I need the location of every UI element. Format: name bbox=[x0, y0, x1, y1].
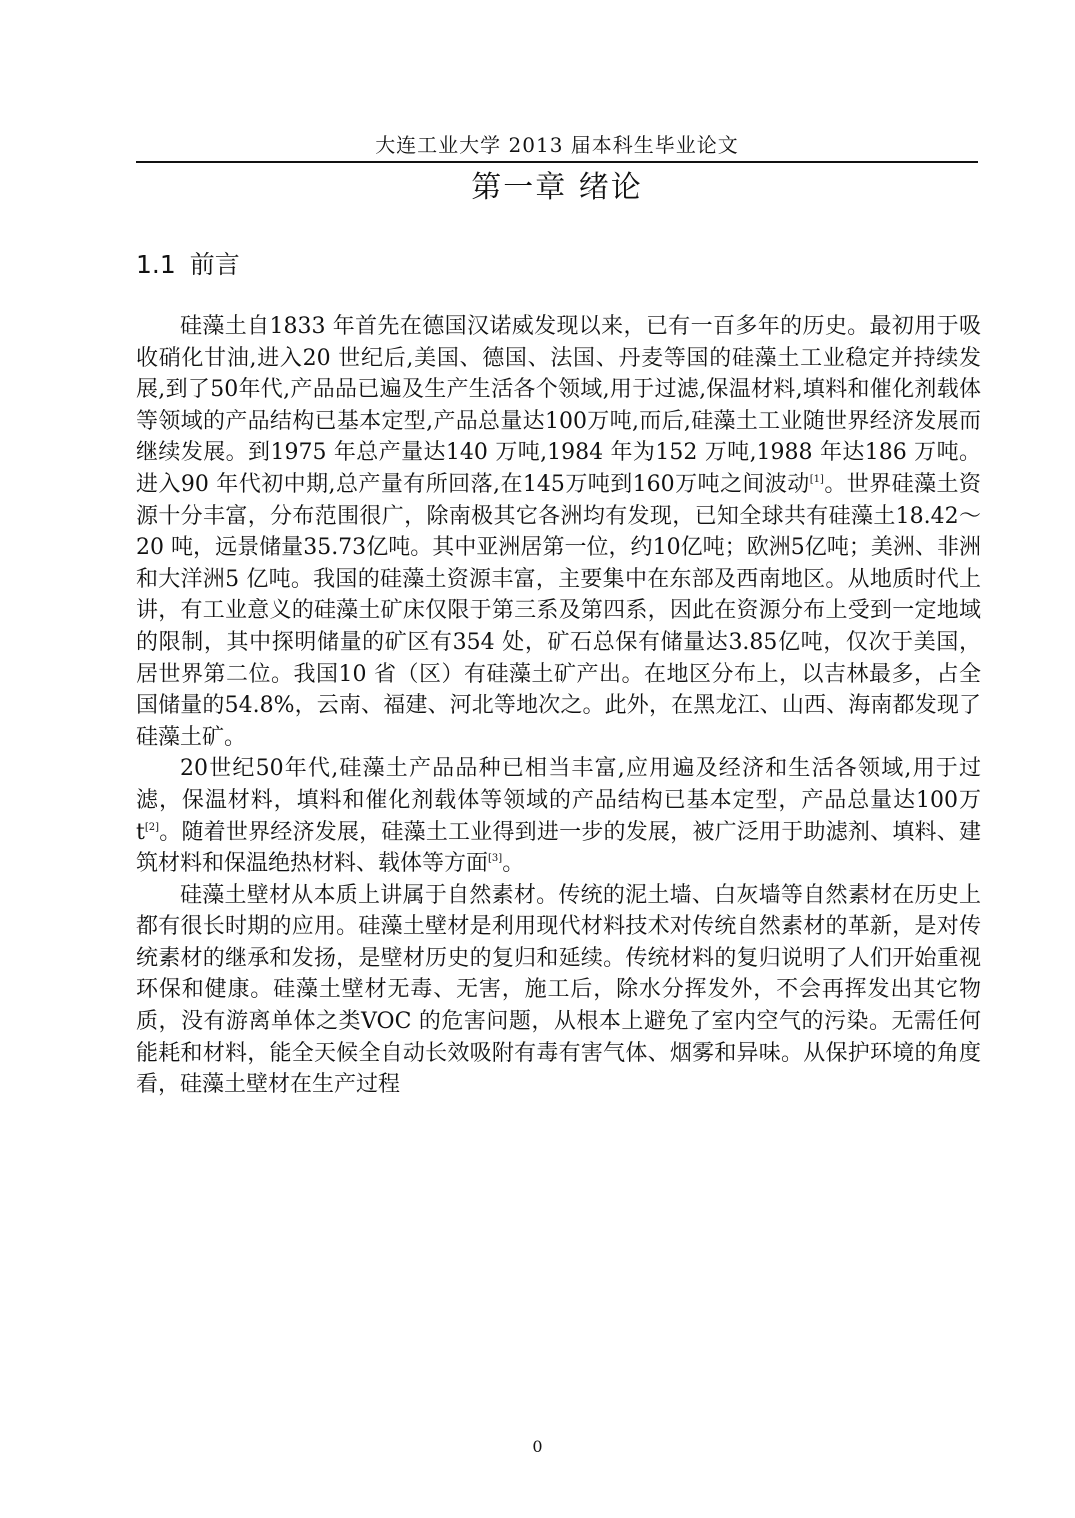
page-number: 0 bbox=[532, 1437, 543, 1456]
body-text bbox=[136, 311, 981, 1101]
section-title: 前言 bbox=[189, 250, 240, 279]
section-heading bbox=[136, 247, 240, 283]
chapter-title: 第一章 绪论 bbox=[471, 170, 643, 205]
paragraph-3 bbox=[136, 880, 981, 1101]
header-rule bbox=[136, 161, 978, 163]
paragraph-2-text-b: 。随着世界经济发展，硅藻土工业得到进一步的发展，被广泛用于助滤剂、填料、建筑材料和保温绝热材料、载体等方面 bbox=[136, 819, 981, 877]
paragraph-1 bbox=[136, 311, 981, 753]
paragraph-1-text-a: 硅藻土自1833 年首先在德国汉诺威发现以来，已有一百多年的历史。最初用于吸收硝化甘油,进入20 世纪后,美国、德国、法国、丹麦等国的硅藻土工业稳定并持续发展,到了50年代,产品品已遍及生产生活各个领域,用于过滤,保温材料,填料和催化剂载体等领域的产品结构已基本定型,产品总量达100万吨,而后,硅藻土工业随世界经济发展而继续发展。到1975 年总产量达140 万吨,1984 年为152 万吨,1988 年达186 万吨。进入90 年代初中期,总产量有所回落,在145万吨到160万吨之间波动 bbox=[136, 314, 981, 497]
section-number: 1.1 bbox=[136, 250, 176, 279]
paragraph-2-text-c: 。 bbox=[502, 851, 525, 877]
paragraph-3-text: 硅藻土壁材从本质上讲属于自然素材。传统的泥土墙、白灰墙等自然素材在历史上都有很长时期的应用。硅藻土壁材是利用现代材料技术对传统自然素材的革新，是对传统素材的继承和发扬，是壁材历史的复归和延续。传统材料的复归说明了人们开始重视环保和健康。硅藻土壁材无毒、无害，施工后，除水分挥发外，不会再挥发出其它物质，没有游离单体之类VOC 的危害问题，从根本上避免了室内空气的污染。无需任何能耗和材料，能全天候全自动长效吸附有毒有害气体、烟雾和异味。从保护环境的角度看，硅藻土壁材在生产过程 bbox=[136, 882, 981, 1098]
citation-2: [2] bbox=[144, 821, 160, 833]
running-header: 大连工业大学 2013 届本科生毕业论文 bbox=[375, 133, 739, 157]
paragraph-2 bbox=[136, 753, 981, 879]
citation-3: [3] bbox=[488, 853, 503, 865]
paragraph-2-text-a: 20世纪50年代,硅藻土产品品种已相当丰富,应用遍及经济和生活各领域,用于过滤，保温材料，填料和催化剂载体等领域的产品结构已基本定型，产品总量达100万t bbox=[136, 756, 981, 845]
paragraph-1-text-b: 。世界硅藻土资源十分丰富，分布范围很广，除南极其它各洲均有发现，已知全球共有硅藻土18.42～20 吨，远景储量35.73亿吨。其中亚洲居第一位，约10亿吨；欧洲5亿吨；美洲、非洲和大洋洲5 亿吨。我国的硅藻土资源丰富，主要集中在东部及西南地区。从地质时代上讲，有工业意义的硅藻土矿床仅限于第三系及第四系，因此在资源分布上受到一定地域的限制，其中探明储量的矿区有354 处，矿石总保有储量达3.85亿吨，仅次于美国，居世界第二位。我国10 省（区）有硅藻土矿产出。在地区分布上，以吉林最多，占全国储量的54.8%，云南、福建、河北等地次之。此外，在黑龙江、山西、海南都发现了硅藻土矿。 bbox=[136, 471, 981, 750]
citation-1: [1] bbox=[809, 473, 824, 485]
